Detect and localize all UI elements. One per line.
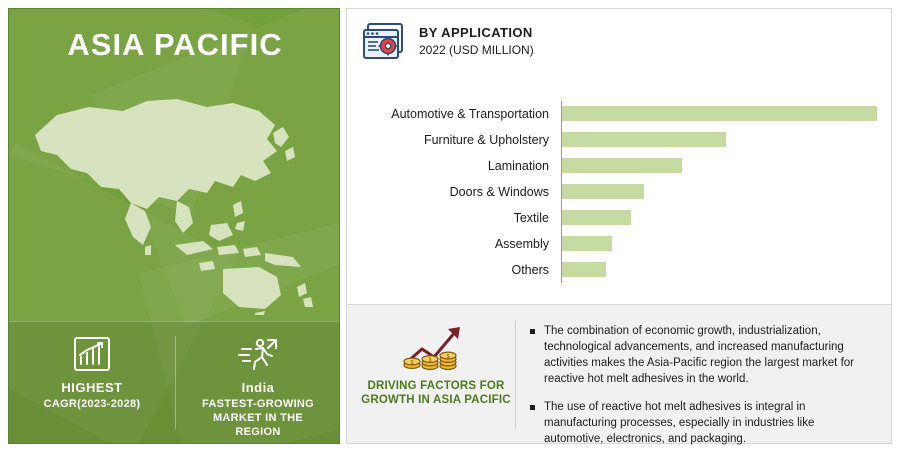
- driving-factors-list: [528, 317, 877, 445]
- bar-fill: [562, 106, 877, 121]
- chart-panel: [346, 8, 892, 444]
- bar-category-label: Doors & Windows: [449, 185, 549, 199]
- bar-category-label: Textile: [513, 211, 549, 225]
- bar-fill: [562, 184, 644, 199]
- bar-track: [561, 257, 877, 283]
- application-bar-chart: [347, 9, 891, 305]
- bar-track: [561, 231, 877, 257]
- driving-factors-heading: [361, 317, 511, 433]
- bar-row: [361, 153, 877, 179]
- region-title: ASIA PACIFIC: [67, 27, 283, 62]
- bar-category-label: Furniture & Upholstery: [423, 133, 549, 147]
- bar-row: [361, 101, 877, 127]
- stat-title: India: [241, 380, 275, 395]
- bar-fill: [562, 236, 612, 251]
- bar-fill: [562, 262, 606, 277]
- bar-track: [561, 205, 877, 231]
- bar-fill: [562, 210, 631, 225]
- region-stats-bar: [9, 321, 340, 443]
- bar-row: [361, 127, 877, 153]
- bar-track: [561, 101, 877, 127]
- bar-chart-growth-icon: [9, 332, 175, 376]
- region-panel: [8, 8, 340, 444]
- bar-fill: [562, 158, 682, 173]
- list-item: The use of reactive hot melt adhesives is integral in manufacturing processes, especially in industries like automotive, electronics, and packaging.: [528, 399, 877, 447]
- bar-fill: [562, 132, 726, 147]
- application-window-gear-icon: [361, 21, 407, 70]
- bar-category-label: Others: [511, 263, 549, 277]
- growth-coins-arrow-icon: [361, 317, 511, 373]
- stat-title: HIGHEST: [61, 380, 123, 395]
- svg-text:$: $: [428, 357, 432, 364]
- svg-text:$: $: [410, 360, 414, 366]
- bar-row: [361, 231, 877, 257]
- stat-fastest-growing: [175, 322, 340, 443]
- bar-track: [561, 179, 877, 205]
- bar-category-label: Assembly: [494, 237, 549, 251]
- bar-track: [561, 127, 877, 153]
- asia-pacific-map-icon: [27, 77, 323, 315]
- chart-title: BY APPLICATION: [419, 25, 533, 40]
- driving-factors-section: [347, 305, 891, 443]
- bar-track: [561, 153, 877, 179]
- bar-category-label: Lamination: [487, 159, 549, 173]
- vertical-divider: [515, 321, 516, 429]
- chart-bars: [361, 101, 877, 283]
- stat-highest-cagr: [9, 322, 175, 443]
- bar-category-label: Automotive & Transportation: [391, 107, 549, 121]
- runner-arrow-icon: [175, 332, 340, 376]
- driving-factors-title: DRIVING FACTORS FOR GROWTH IN ASIA PACIFIC: [361, 380, 511, 406]
- svg-text:$: $: [446, 353, 450, 360]
- bar-row: [361, 179, 877, 205]
- stat-subtitle: FASTEST-GROWING MARKET IN THE REGION: [201, 398, 315, 438]
- stat-subtitle: CAGR(2023-2028): [43, 398, 141, 410]
- bar-row: [361, 205, 877, 231]
- list-item: The combination of economic growth, industrialization, technological advancements, and increased manufacturing activities makes the Asia-Pacific region the largest market for reactive hot melt adhesives in the world.: [528, 323, 877, 387]
- chart-header: [361, 21, 534, 70]
- chart-subtitle: 2022 (USD MILLION): [419, 43, 534, 57]
- bar-row: [361, 257, 877, 283]
